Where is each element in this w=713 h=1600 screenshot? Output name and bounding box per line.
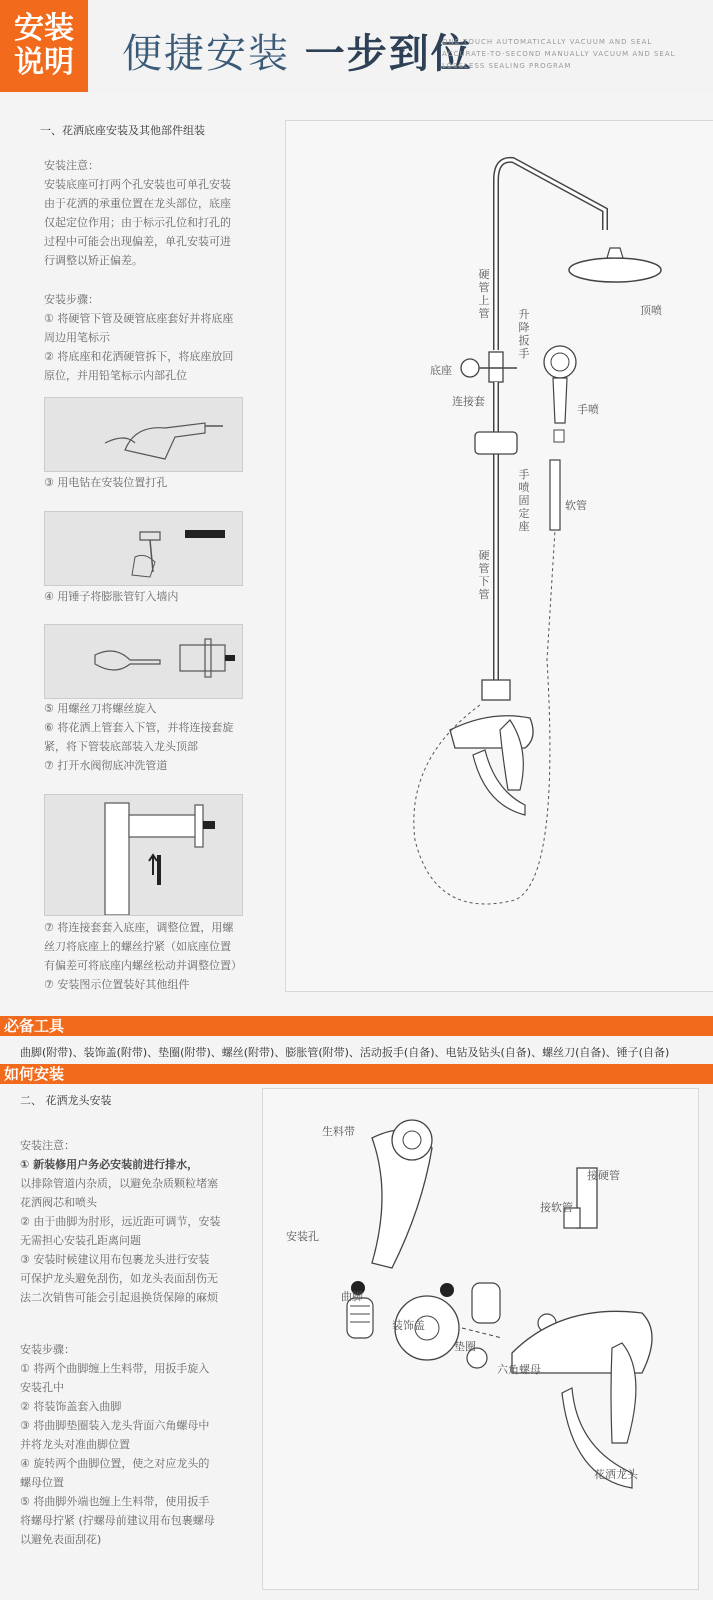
pipe-mount-illustration [44, 794, 243, 916]
section1-steps [44, 290, 254, 385]
section1-steps-7 [44, 918, 279, 994]
note-line: 可保护龙头避免刮伤，如龙头表面刮伤无 [20, 1272, 218, 1285]
faucet-diagram-drawing [262, 1088, 697, 1588]
label-faucet: 花洒龙头 [594, 1468, 638, 1481]
label-upper-pipe: 硬管上管 [478, 268, 490, 320]
step-line: ① 将硬管下管及硬管底座套好并将底座 [44, 312, 234, 325]
drill-illustration [44, 397, 243, 472]
header-english [442, 36, 676, 72]
notes-line: 安装底座可打两个孔安装也可单孔安装 [44, 178, 231, 191]
shower-diagram-drawing [285, 120, 713, 990]
label-install-hole: 安装孔 [286, 1230, 319, 1243]
label-washer: 垫圈 [454, 1340, 476, 1353]
label-hose: 软管 [565, 499, 587, 512]
section1-steps-5-7 [44, 699, 254, 775]
tools-bar: 必备工具 [0, 1016, 713, 1036]
step3: ③ 用电钻在安装位置打孔 [44, 476, 168, 489]
notes-line: 由于花洒的承重位置在龙头部位，底座 [44, 197, 231, 210]
section1-notes [44, 156, 254, 270]
label-hose: 接软管 [540, 1201, 573, 1214]
label-hand-spray: 手喷 [577, 403, 599, 416]
step-line: ② 将底座和花洒硬管拆下，将底座放回 [44, 350, 234, 363]
step-line: ⑦ 安装图示位置装好其他组件 [44, 978, 190, 991]
header-english-line: LOSSLESS SEALING PROGRAM [442, 62, 572, 70]
header-english-line: ONE-TOUCH AUTOMATICALLY VACUUM AND SEAL [442, 38, 653, 46]
howto-bar: 如何安装 [0, 1064, 713, 1084]
step-line: 有偏差可将底座内螺丝松动并调整位置） [44, 959, 242, 972]
step-line: 紧，将下管装底部装入龙头顶部 [44, 740, 198, 753]
label-elbow: 曲脚 [341, 1290, 363, 1303]
badge-line-1: 安装 [14, 11, 74, 46]
screwdriver-illustration [44, 624, 243, 699]
label-tape: 生料带 [322, 1125, 355, 1138]
step-line: 将螺母拧紧 (拧螺母前建议用布包裹螺母 [20, 1514, 215, 1527]
notes-line: 仅起定位作用；由于标示孔位和打孔的 [44, 216, 231, 229]
step-line: ⑤ 用螺丝刀将螺丝旋入 [44, 702, 157, 715]
notes-title: 安装注意： [44, 159, 99, 172]
step-line: ① 将两个曲脚缠上生料带，用扳手旋入 [20, 1362, 210, 1375]
step-line: 安装孔中 [20, 1381, 64, 1394]
step-line: ⑦ 打开水阀彻底冲洗管道 [44, 759, 168, 772]
section2-steps [20, 1340, 255, 1549]
step-line: ⑦ 将连接套套入底座，调整位置，用螺 [44, 921, 234, 934]
section1-title: 一、花洒底座安装及其他部件组装 [40, 124, 205, 137]
header-english-line: ACCURATE-TO-SECOND MANUALLY VACUUM AND SEAL [442, 50, 676, 58]
step-line: ③ 将曲脚垫圈装入龙头背面六角螺母中 [20, 1419, 210, 1432]
note-line: 以排除管道内杂质，以避免杂质颗粒堵塞 [20, 1177, 218, 1190]
step-line: 以避免表面刮花) [20, 1533, 102, 1546]
label-hand-holder: 手喷固定座 [518, 468, 530, 533]
label-base: 底座 [430, 364, 452, 377]
step-line: 螺母位置 [20, 1476, 64, 1489]
label-lift-bar: 升降扳手 [518, 308, 530, 360]
note-line: 法二次销售可能会引起退换货保障的麻烦 [20, 1291, 218, 1304]
pipe-mount-icon [45, 795, 242, 915]
label-hex-nut: 六角螺母 [497, 1363, 541, 1376]
step4: ④ 用锤子将膨胀管钉入墙内 [44, 590, 179, 603]
note-line: ① 新装修用户务必安装前进行排水， [20, 1158, 199, 1171]
steps-title: 安装步骤： [44, 293, 99, 306]
header-title-light: 便捷安装 [122, 31, 290, 77]
label-hard-pipe: 接硬管 [587, 1169, 620, 1182]
hammer-illustration [44, 511, 243, 586]
header-badge [0, 0, 88, 92]
step-line: 并将龙头对准曲脚位置 [20, 1438, 130, 1451]
section2-notes [20, 1136, 255, 1307]
note-line: 无需担心安装孔距离问题 [20, 1234, 141, 1247]
step-line: 原位，并用铅笔标示内部孔位 [44, 369, 187, 382]
step-line: ④ 旋转两个曲脚位置，使之对应龙头的 [20, 1457, 210, 1470]
step-line: ⑤ 将曲脚外端也缠上生料带，使用扳手 [20, 1495, 210, 1508]
step-line: 丝刀将底座上的螺丝拧紧（如底座位置 [44, 940, 231, 953]
step-line: ⑥ 将花洒上管套入下管，并将连接套旋 [44, 721, 234, 734]
section2-title: 二、 花洒龙头安装 [20, 1094, 112, 1107]
screwdriver-icon [45, 625, 242, 698]
notes-line: 过程中可能会出现偏差，单孔安装可进 [44, 235, 231, 248]
notes-line: 行调整以矫正偏差。 [44, 254, 143, 267]
label-lower-pipe: 硬管下管 [478, 549, 490, 601]
steps-title: 安装步骤： [20, 1343, 75, 1356]
header-title-bold: 一步到位 [304, 31, 473, 77]
label-top-spray: 顶喷 [640, 304, 662, 317]
note-line: ② 由于曲脚为肘形，远近距可调节，安装 [20, 1215, 221, 1228]
header-title [122, 22, 473, 79]
note-line: ③ 安装时候建议用布包裹龙头进行安装 [20, 1253, 210, 1266]
drill-icon [45, 398, 242, 471]
notes-title: 安装注意： [20, 1139, 75, 1152]
hammer-icon [45, 512, 242, 585]
label-cover: 装饰盖 [392, 1319, 425, 1332]
note-line: 花洒阀芯和喷头 [20, 1196, 97, 1209]
step-line: ② 将装饰盖套入曲脚 [20, 1400, 122, 1413]
label-connector: 连接套 [452, 395, 485, 408]
tools-list: 曲脚(附带)、装饰盖(附带)、垫圈(附带)、螺丝(附带)、膨胀管(附带)、活动扳手(自备)、电钻及钻头(自备)、螺丝刀(自备)、锤子(自备) [0, 1042, 713, 1064]
step-line: 周边用笔标示 [44, 331, 110, 344]
badge-line-2: 说明 [14, 45, 74, 80]
